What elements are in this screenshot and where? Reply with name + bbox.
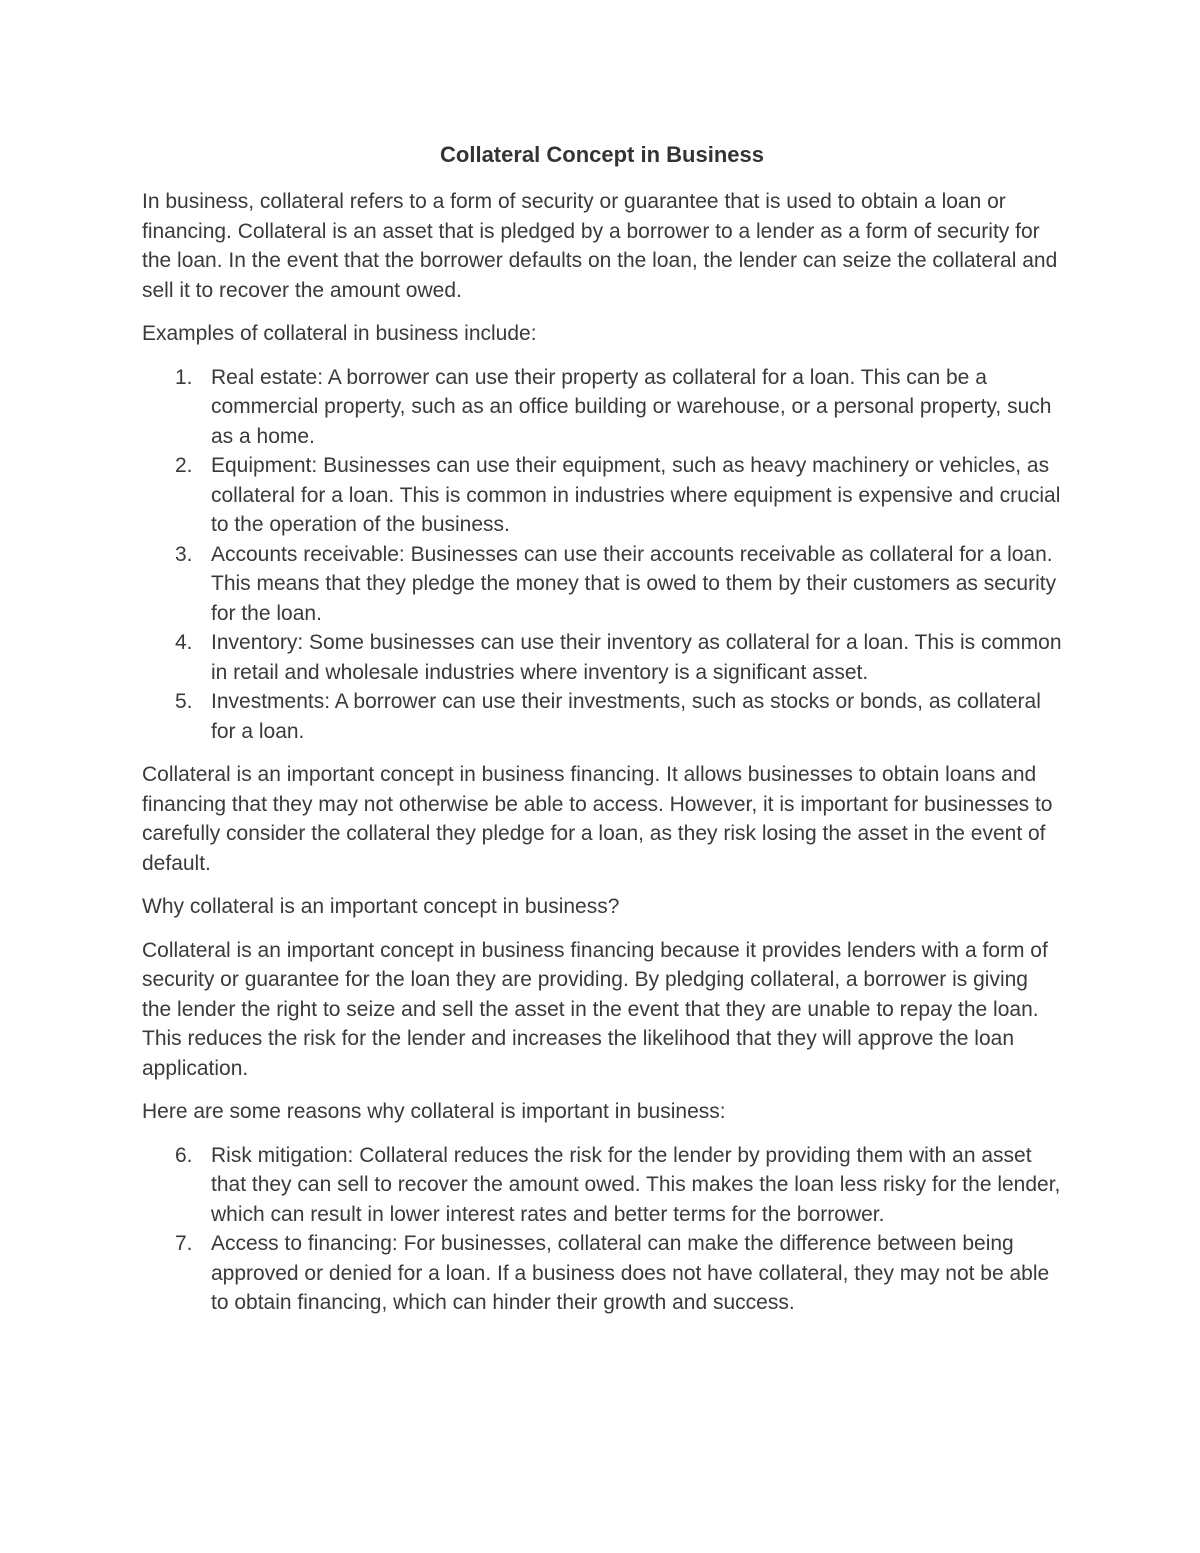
list-item-number: 4. [175, 631, 193, 654]
document-title: Collateral Concept in Business [440, 142, 764, 167]
list-item-number: 7. [175, 1232, 193, 1255]
why-heading: Why collateral is an important concept in business? [142, 895, 620, 918]
list-item [142, 628, 1062, 687]
list-item-text: Accounts receivable: Businesses can use their accounts receivable as collateral for a loan. This means that they pledge the money that is owed to them by their customers as security for the loan. [211, 542, 1057, 625]
list-item [142, 540, 1062, 629]
list-item-text: Risk mitigation: Collateral reduces the risk for the lender by providing them with an asset that they can sell to recover the amount owed. This makes the loan less risky for the lender, which can result in lower interest rates and better terms for the borrower. [211, 1143, 1061, 1226]
list-item-number: 2. [175, 454, 193, 477]
intro-paragraph: In business, collateral refers to a form of security or guarantee that is used to obtain a loan or financing. Collateral is an asset that is pledged by a borrower to a lender as a form of security for the loan. In the event that the borrower defaults on the loan, the lender can seize the collateral and sell it to recover the amount owed. [142, 190, 1058, 302]
document-page [142, 140, 1062, 1332]
list-item [142, 687, 1062, 746]
list-item-text: Inventory: Some businesses can use their inventory as collateral for a loan. This is common in retail and wholesale industries where inventory is a significant asset. [211, 631, 1062, 684]
list-item [142, 363, 1062, 452]
summary-paragraph: Collateral is an important concept in business financing. It allows businesses to obtain loans and financing that they may not otherwise be able to access. However, it is important for businesses to carefully consider the collateral they pledge for a loan, as they risk losing the asset in the event of default. [142, 763, 1053, 875]
list-item [142, 1229, 1062, 1318]
list-item-text: Investments: A borrower can use their investments, such as stocks or bonds, as collateral for a loan. [211, 690, 1041, 743]
list-item [142, 1141, 1062, 1230]
list-item [142, 451, 1062, 540]
reasons-heading: Here are some reasons why collateral is important in business: [142, 1100, 726, 1123]
list-item-number: 1. [175, 365, 193, 389]
list-item-number: 3. [175, 542, 193, 566]
list-item-text: Real estate: A borrower can use their property as collateral for a loan. This can be a commercial property, such as an office building or warehouse, or a personal property, such as a home. [211, 365, 1052, 448]
list-item-number: 6. [175, 1143, 193, 1167]
list-item-number: 5. [175, 690, 193, 713]
examples-list [142, 363, 1062, 747]
examples-heading: Examples of collateral in business include: [142, 322, 537, 345]
list-item-text: Equipment: Businesses can use their equipment, such as heavy machinery or vehicles, as collateral for a loan. This is common in industries where equipment is expensive and crucial to the operation of the business. [211, 454, 1061, 536]
reasons-list [142, 1141, 1062, 1318]
list-item-text: Access to financing: For businesses, collateral can make the difference between being approved or denied for a loan. If a business does not have collateral, they may not be able to obtain financing, which can hinder their growth and success. [211, 1232, 1050, 1314]
why-paragraph: Collateral is an important concept in business financing because it provides lenders with a form of security or guarantee for the loan they are providing. By pledging collateral, a borrower is giving the lender the right to seize and sell the asset in the event that they are unable to repay the loan. This reduces the risk for the lender and increases the likelihood that they will approve the loan application. [142, 938, 1048, 1080]
